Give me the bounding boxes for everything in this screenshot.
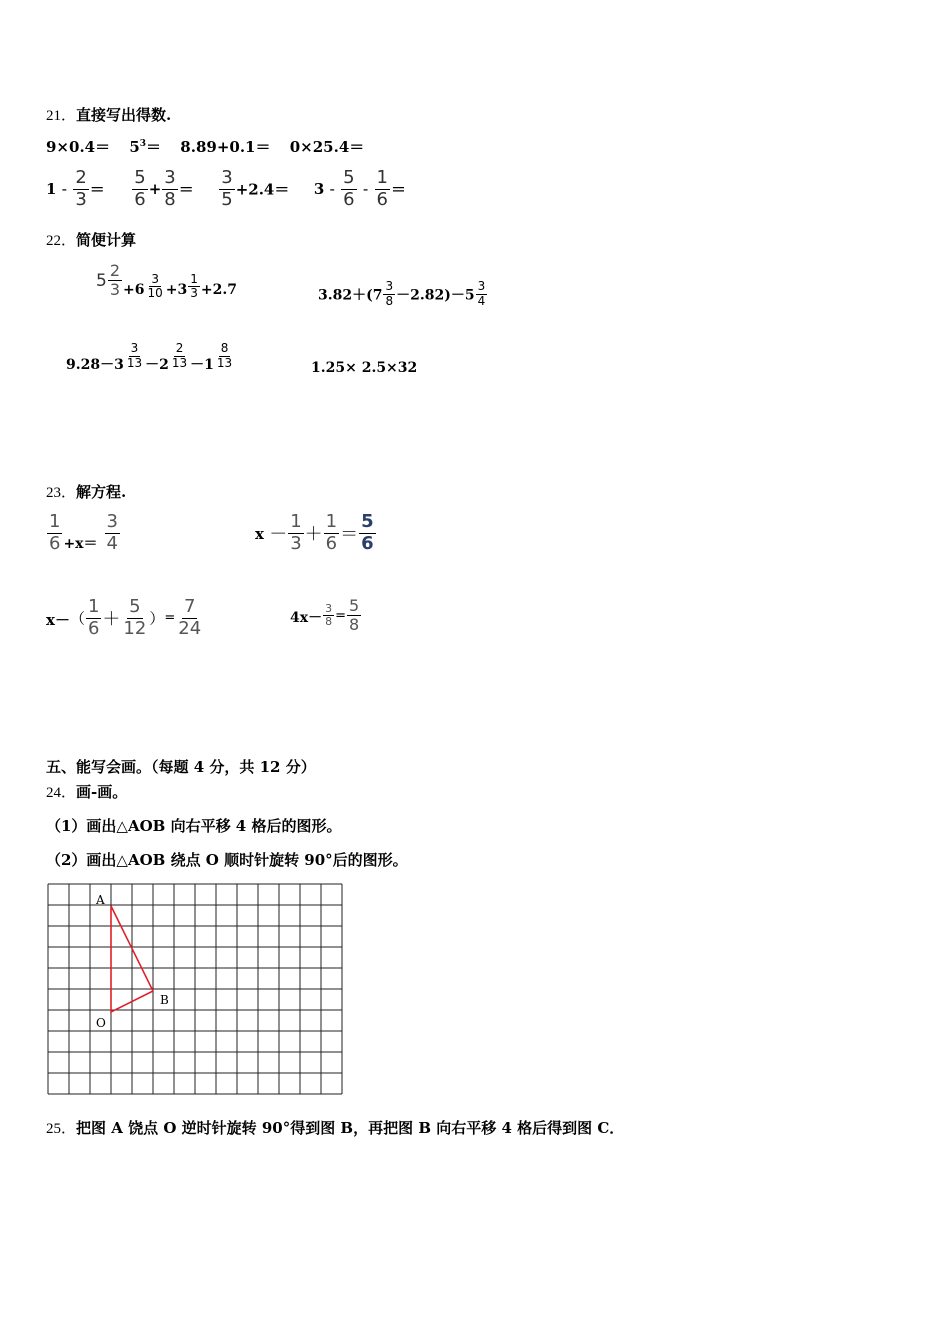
q23-eq3 (46, 597, 204, 639)
numerator: 2 (75, 167, 87, 188)
q22-title: 简便计算 (76, 231, 137, 249)
denominator: 6 (361, 532, 374, 554)
q21-e-op: - (61, 180, 68, 199)
q22-e3-frac2 (170, 342, 189, 371)
denominator: 4 (477, 293, 486, 308)
numerator: 1 (376, 167, 388, 188)
q23-eq1 (46, 512, 121, 554)
q23-eq4-frac2 (347, 597, 361, 635)
q22-e2-frac1 (383, 280, 395, 309)
q21-title: 直接写出得数. (76, 106, 172, 124)
q23-eq3-rp: ） (149, 609, 165, 628)
denominator: 8 (325, 615, 333, 629)
q23-heading (46, 481, 126, 502)
label-b: B (160, 993, 169, 1007)
q23-eq2-frac3 (359, 512, 376, 554)
numerator: 1 (325, 511, 338, 532)
denominator: 8 (385, 293, 394, 308)
denominator: 6 (325, 532, 338, 554)
q23-eq2-op2: ＋ (304, 524, 323, 546)
q23-title: 解方程. (76, 483, 127, 501)
q21-b-exp: 3 (139, 139, 147, 149)
q21-h-frac2 (375, 168, 390, 210)
q22-expr1 (96, 262, 237, 300)
q24-title: 画-画。 (76, 783, 128, 801)
q21-number: 21． (46, 108, 77, 124)
q21-h-frac1 (341, 168, 356, 210)
q22-e2-frac2 (476, 280, 488, 309)
numerator: 5 (349, 596, 360, 615)
q23-eq1-mid: +x＝ (63, 536, 98, 553)
q23-eq3-op: ＋ (102, 609, 121, 631)
q22-expr4: 1.25× 2.5×32 (311, 360, 418, 376)
denominator: 13 (216, 355, 233, 370)
q21-b-base: 5 (129, 138, 140, 156)
numerator: 3 (385, 279, 394, 293)
numerator: 5 (129, 596, 141, 617)
q21-heading (46, 104, 171, 125)
denominator: 4 (106, 532, 118, 554)
q21-d: 0×25.4＝ (289, 138, 365, 156)
q24-grid-figure (40, 876, 360, 1106)
q23-eq3-pre: x－ (46, 610, 70, 629)
q22-e3-op2: －1 (190, 357, 214, 374)
denominator: 6 (134, 188, 146, 210)
q23-eq2-frac1 (288, 512, 303, 554)
numerator: 5 (361, 511, 374, 532)
q24-sub1: （1）画出△AOB 向右平移 4 格后的图形。 (46, 817, 342, 835)
numerator: 2 (109, 261, 121, 280)
q21-f-frac2 (162, 168, 177, 210)
numerator: 1 (190, 271, 198, 286)
q21-f-frac1 (132, 168, 147, 210)
denominator: 8 (349, 615, 360, 635)
q24-heading (46, 781, 127, 802)
label-a: A (96, 893, 105, 907)
q24-sub2: （2）画出△AOB 绕点 O 顺时针旋转 90°后的图形。 (46, 851, 408, 869)
numerator: 3 (106, 511, 118, 532)
q21-e-eq: ＝ (89, 180, 105, 199)
q23-number: 23． (46, 485, 77, 501)
q22-e3-pre: 9.28－3 (66, 357, 124, 374)
q23-eq3-frac1 (86, 597, 101, 639)
numerator: 1 (87, 596, 100, 617)
numerator: 5 (343, 167, 355, 188)
denominator: 8 (164, 188, 176, 210)
q23-eq3-eq: = (164, 610, 176, 626)
q23-eq4-pre: 4x－ (290, 609, 323, 626)
numerator: 7 (183, 596, 196, 617)
numerator: 8 (220, 341, 229, 355)
q23-eq3-frac3 (176, 597, 203, 639)
q22-e1-op2: +3 (165, 281, 188, 298)
q23-eq2-pre: x (255, 525, 264, 544)
q21-h-pre: 3 (313, 180, 325, 199)
denominator: 6 (343, 188, 355, 210)
q22-e1-frac3 (188, 273, 200, 302)
q23-eq4-eq: = (335, 608, 346, 624)
denominator: 6 (49, 532, 61, 554)
q22-e1-op1: +6 (123, 281, 145, 298)
q21-e-frac (73, 168, 88, 210)
q22-expr3 (66, 341, 235, 374)
label-o: O (96, 1016, 106, 1030)
q21-row1 (46, 136, 364, 157)
q23-eq2 (255, 512, 377, 554)
q21-row2 (46, 168, 406, 210)
denominator: 3 (190, 286, 198, 301)
q22-e1-whole: 5 (96, 270, 107, 291)
q23-eq2-frac2 (324, 512, 339, 554)
numerator: 3 (164, 167, 176, 188)
numerator: 3 (151, 271, 159, 286)
q22-expr2 (318, 280, 488, 309)
numerator: 2 (175, 341, 184, 355)
q22-e2-pre: 3.82＋(7 (318, 287, 383, 304)
q23-eq2-eq: ＝ (340, 524, 359, 546)
q21-h-eq: ＝ (390, 180, 406, 199)
q21-f-eq: ＝ (178, 180, 194, 199)
numerator: 1 (49, 511, 61, 532)
q23-eq1-frac2 (105, 512, 120, 554)
q25-number: 25． (46, 1121, 77, 1137)
q22-e1-frac1 (108, 262, 122, 300)
q21-b (129, 138, 161, 156)
q21-c: 8.89+0.1＝ (180, 138, 271, 156)
q21-g-frac (219, 168, 234, 210)
q21-e-pre: 1 (46, 180, 57, 199)
denominator: 13 (126, 355, 143, 370)
q21-g-post: +2.4＝ (235, 180, 290, 199)
q25-text: 把图 A 饶点 O 逆时针旋转 90°得到图 B，再把图 B 向右平移 4 格后得到图 C． (76, 1119, 625, 1137)
numerator: 3 (130, 341, 139, 355)
q21-a: 9×0.4＝ (46, 138, 111, 156)
denominator: 6 (376, 188, 388, 210)
q23-eq3-frac2 (121, 597, 148, 639)
q22-heading (46, 229, 136, 250)
q21-h-op1: - (329, 180, 335, 199)
denominator: 6 (87, 617, 100, 639)
q25-heading (46, 1117, 624, 1138)
q22-e2-mid: －2.82)－5 (396, 287, 475, 304)
q23-eq4-frac1 (323, 603, 334, 629)
numerator: 3 (325, 601, 333, 615)
q21-f-op: + (148, 180, 162, 199)
q24-number: 24． (46, 785, 77, 801)
section5-title: 五、能写会画。（每题 4 分，共 12 分） (46, 758, 316, 776)
numerator: 5 (134, 167, 146, 188)
q21-b-eq: ＝ (146, 138, 162, 156)
denominator: 13 (171, 355, 188, 370)
denominator: 3 (290, 532, 302, 554)
denominator: 12 (123, 617, 147, 639)
q23-eq3-lp: （ (69, 609, 85, 628)
q23-eq4 (290, 597, 362, 635)
q23-eq1-frac1 (47, 512, 62, 554)
grid-lines (48, 884, 342, 1094)
denominator: 3 (75, 188, 87, 210)
q22-e3-op1: －2 (145, 357, 169, 374)
denominator: 24 (178, 617, 202, 639)
numerator: 1 (290, 511, 302, 532)
q23-eq2-op1: － (269, 524, 288, 546)
denominator: 10 (147, 286, 163, 301)
numerator: 3 (477, 279, 486, 293)
denominator: 3 (109, 280, 121, 300)
q22-e3-frac1 (125, 342, 144, 371)
denominator: 5 (221, 188, 233, 210)
q22-e3-frac3 (215, 342, 234, 371)
numerator: 3 (221, 167, 233, 188)
q22-e1-post: +2.7 (200, 281, 237, 298)
q22-e1-frac2 (146, 273, 165, 302)
q22-number: 22． (46, 233, 77, 249)
q21-h-op2: - (362, 180, 369, 199)
